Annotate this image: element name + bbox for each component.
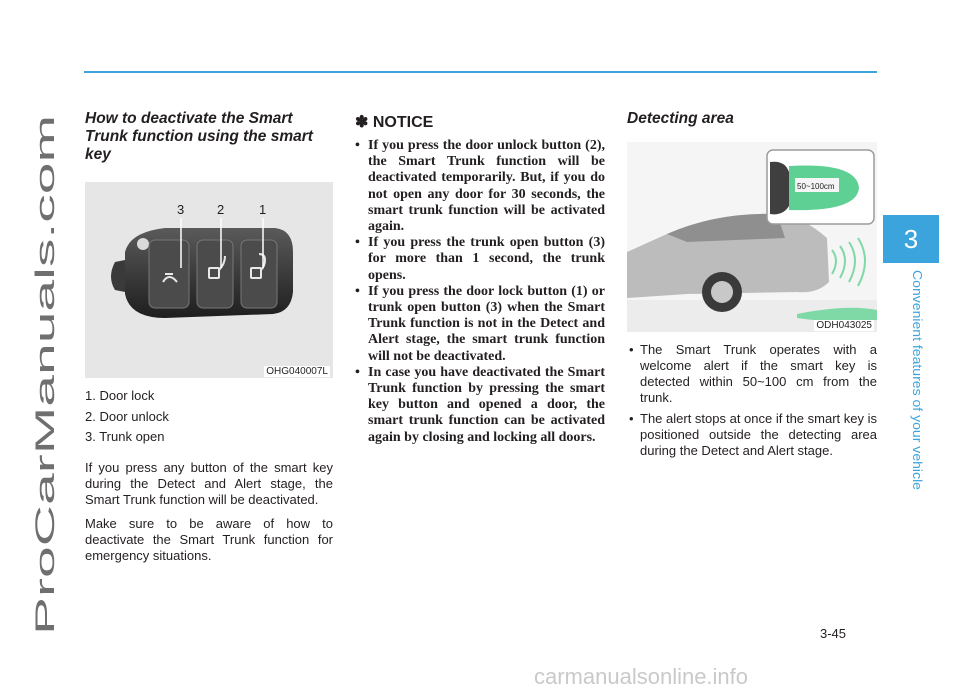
list-item: 1. Door lock — [85, 388, 155, 403]
chapter-number: 3 — [903, 223, 919, 254]
chapter-tab — [883, 215, 939, 263]
callout-3: 3 — [177, 202, 185, 217]
range-label: 50~100cm — [797, 182, 835, 191]
key-button-list — [85, 386, 333, 448]
list-item: • The alert stops at once if the smart key is positioned outside the detecting area during the Detect and Alert stage. — [627, 411, 877, 459]
side-watermark-text: ProCarManuals.com — [30, 388, 60, 635]
list-item: 3. Trunk open — [85, 429, 165, 444]
section-heading-detecting-area: Detecting area — [627, 110, 734, 127]
list-item: • If you press the trunk open button (3) for more than 1 second, the trunk opens. — [355, 235, 605, 284]
top-rule — [84, 71, 877, 73]
bottom-watermark: carmanualsonline.info — [534, 664, 749, 689]
smart-key-figure — [85, 182, 333, 378]
notice-title: ✽ NOTICE — [355, 114, 434, 131]
smart-key-illustration — [85, 182, 333, 378]
chapter-title-text: Convenient features of your vehicle — [910, 270, 925, 474]
left-column — [85, 110, 333, 564]
body-paragraph: If you press any button of the smart key during the Detect and Alert stage, the Smart Trunk function will be deactivated. — [85, 459, 333, 507]
car-detection-illustration — [627, 142, 877, 332]
section-heading-deactivate: How to deactivate the Smart Trunk function using the smart key — [85, 110, 313, 163]
chapter-title — [893, 270, 923, 490]
list-item: • The Smart Trunk operates with a welcome alert if the smart key is detected within 50~100 cm from the trunk. — [627, 342, 877, 406]
list-item: • If you press the door lock button (1) or trunk open button (3) when the Smart Trunk function is not in the Detect and Alert stage, the smart trunk function will not be deactivated. — [355, 284, 605, 365]
detecting-area-figure — [627, 142, 877, 332]
figure-code-key: OHG040007L — [266, 366, 328, 377]
detecting-area-bullets — [627, 342, 877, 459]
right-column — [627, 110, 877, 464]
body-paragraph: Make sure to be aware of how to deactivate the Smart Trunk function for emergency situations. — [85, 515, 333, 563]
middle-column — [355, 110, 605, 446]
list-item: • If you press the door unlock button (2), the Smart Trunk function will be deactivated temporarily. But, if you do not open any door for 30 seconds, the smart trunk function will be activated again. — [355, 138, 605, 235]
callout-1: 1 — [259, 202, 267, 217]
page-number: 3-45 — [820, 626, 847, 641]
side-watermark — [18, 115, 68, 635]
notice-list — [355, 138, 605, 446]
list-item: 2. Door unlock — [85, 408, 169, 424]
callout-2: 2 — [217, 202, 225, 217]
list-item: • In case you have deactivated the Smart Trunk function by pressing the smart key button and opened a door, the smart trunk function can be activated again by closing and locking all doors. — [355, 365, 605, 446]
figure-code-detecting: ODH043025 — [816, 320, 872, 331]
